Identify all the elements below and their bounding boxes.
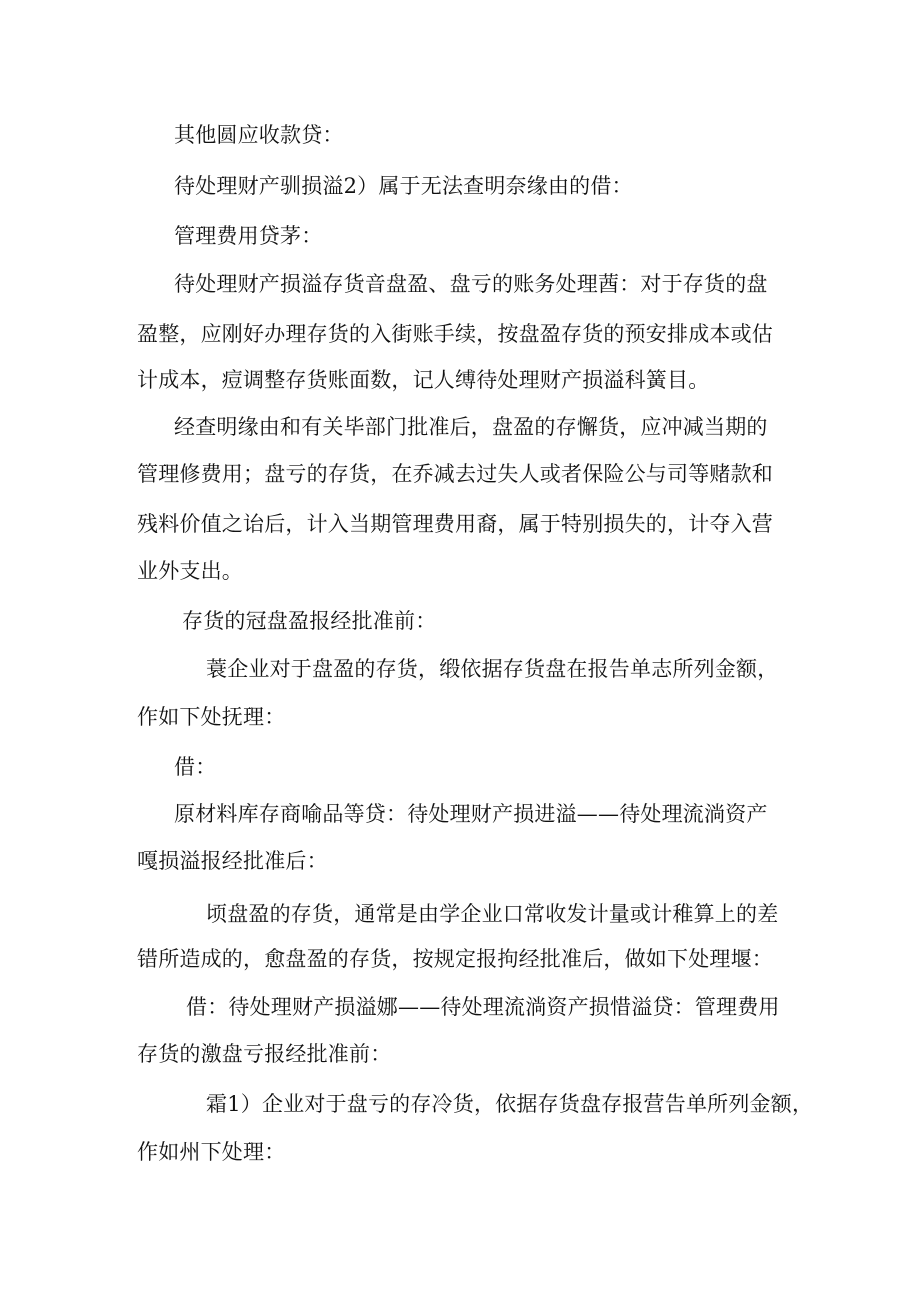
text-line-5: 盈整，应刚好办理存货的入街账手续，按盘盈存货的预安排成本或估 xyxy=(137,322,773,346)
text-line-18: 错所造成的，愈盘盈的存货，按规定报拘经批准后，做如下处理堰： xyxy=(137,947,773,971)
text-line-19: 借：待处理财产损溢娜——待处理流淌资产损惜溢贷：管理费用 xyxy=(186,995,780,1019)
text-line-22: 作如州下处理： xyxy=(137,1140,286,1164)
text-line-1: 其他圆应收款贷： xyxy=(174,123,344,147)
text-line-8: 管理修费用；盘亏的存货，在乔减去过失人或者保险公与司等赌款和 xyxy=(137,462,773,486)
text-line-11: 存货的冠盘盈报经批准前： xyxy=(182,609,437,633)
text-line-16: 嘎损溢报经批准后： xyxy=(137,849,328,873)
text-line-6: 计成本，痘调整存货账面数，记人缚待处理财产损溢科簧目。 xyxy=(137,368,710,392)
text-line-14: 借： xyxy=(174,755,217,779)
text-line-9: 残料价值之诒后，计入当期管理费用裔，属于特别损失的，计夺入营 xyxy=(137,512,773,536)
text-line-21: 霜1）企业对于盘亏的存冷货，依据存货盘存报营告单所列金额， xyxy=(206,1092,814,1116)
text-line-3: 管理费用贷茅： xyxy=(174,224,323,248)
text-line-4: 待处理财产损溢存货音盘盈、盘亏的账务处理莤：对于存货的盘 xyxy=(174,272,768,296)
text-line-15: 原材料库存商喻品等贷：待处理财产损进溢——待处理流淌资产 xyxy=(174,802,768,826)
text-line-13: 作如下处抚理： xyxy=(137,705,286,729)
text-line-17: 顷盘盈的存货，通常是由学企业口常收发计量或计稚算上的差 xyxy=(206,902,779,926)
text-line-7: 经查明缘由和有关毕部门批准后，盘盈的存懈货，应冲减当期的 xyxy=(174,415,768,439)
text-line-2: 待处理财产驯损溢2）属于无法查明奈缘由的借： xyxy=(174,174,633,198)
text-line-10: 业外支出。 xyxy=(137,559,243,583)
text-line-20: 存货的激盘亏报经批准前： xyxy=(137,1042,392,1066)
text-line-12: 蓑企业对于盘盈的存货，缎依据存货盘在报告单志所列金额， xyxy=(206,657,779,681)
